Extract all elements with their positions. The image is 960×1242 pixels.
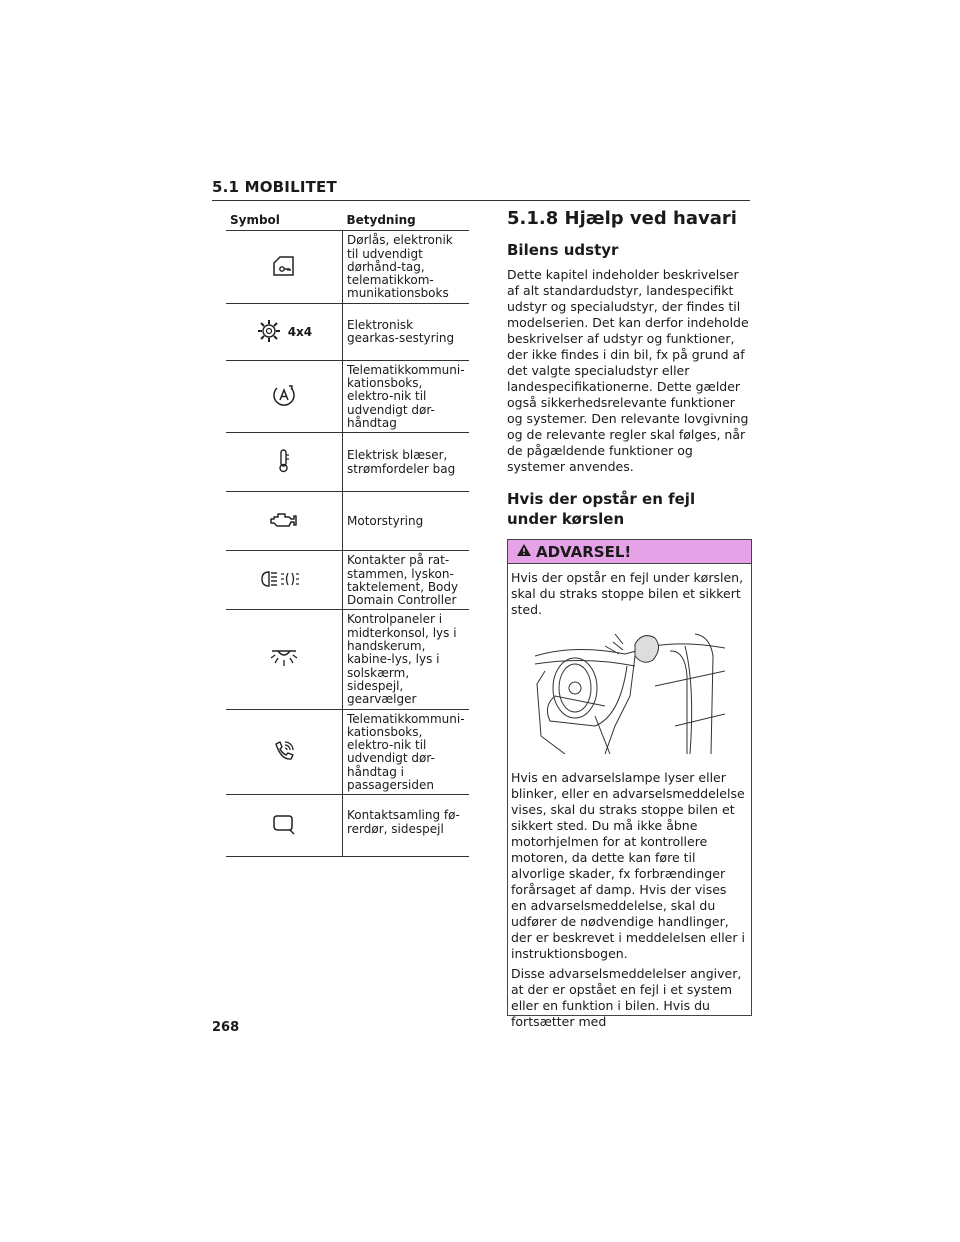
section-title: 5.1.8 Hjælp ved havari — [507, 208, 737, 229]
driver-illustration-icon — [535, 626, 745, 758]
equipment-paragraph: Dette kapitel indeholder beskrivelser af alt standardudstyr, landespecifikt udstyr og specialudstyr, der findes til modelserien. Det kan derfor indeholde beskrivelser af udstyr og funktioner, der ikke findes i din bil, fx på grund af det valgte specialudstyr eller landespecifikationerne. Dette gælder også sikkerhedsrelevante funktioner og systemer. Den relevante lovgivning og de relevante regler skal følges, når de pågældende funktioner og systemer anvendes. — [507, 267, 749, 474]
meaning-cell: Elektrisk blæser, strømfordeler bag — [343, 433, 470, 492]
page-number: 268 — [212, 1020, 240, 1035]
meaning-cell: Elektronisk gearkas-sestyring — [343, 303, 470, 360]
warning-box — [507, 539, 752, 1029]
table-row — [226, 610, 469, 709]
symbol-cell — [226, 551, 343, 610]
circle-a-icon — [271, 382, 297, 411]
symbol-cell — [226, 709, 343, 795]
warning-paragraph-3: Disse advarselsmeddelelser angiver, at der er opstået en fejl i et system eller en funktion i bilen. Hvis du fortsætter med — [511, 966, 742, 1029]
warning-triangle-icon — [516, 543, 532, 561]
table-row — [226, 360, 469, 432]
meaning-cell: Kontaktsamling fø-rerdør, sidespejl — [343, 795, 470, 857]
warning-paragraph-1: Hvis der opstår en fejl under kørslen, skal du straks stoppe bilen et sikkert sted. — [511, 570, 744, 617]
table-row — [226, 492, 469, 551]
gear-4x4-icon — [256, 318, 282, 347]
meaning-cell: Kontakter på rat-stammen, lyskon-taktelement, Body Domain Controller — [343, 551, 470, 610]
phone-signal-icon — [271, 738, 297, 767]
engine-icon — [269, 510, 299, 533]
subsection-title-equipment: Bilens udstyr — [507, 241, 619, 259]
meaning-cell: Motorstyring — [343, 492, 470, 551]
table-header-row — [226, 212, 469, 231]
symbol-cell — [226, 360, 343, 432]
meaning-cell: Telematikkommuni-kationsboks, elektro-nik til udvendigt dør-håndtag i passagersiden — [343, 709, 470, 795]
meaning-cell: Dørlås, elektronik til udvendigt dørhånd-tag, telematikkom-munikationsboks — [343, 231, 470, 303]
col-header-symbol: Symbol — [226, 212, 343, 231]
symbol-cell — [226, 433, 343, 492]
header-rule — [212, 200, 750, 201]
warning-paragraph-2: Hvis en advarselslampe lyser eller blinker, eller en advarselsmeddelelse vises, skal du straks stoppe bilen et sikkert sted. Du må ikke åbne motorhjelmen for at kontrollere motoren, da dette kan føre til alvorlige skader, fx forbrændinger forårsaget af damp. Hvis der vises en advarselsmeddelelse, skal du udfører de nødvendige handlinger, der er beskrevet i meddelelsen eller i instruktionsbogen. — [511, 770, 745, 961]
table-row — [226, 303, 469, 360]
header-title: 5.1 MOBILITET — [212, 178, 337, 196]
symbol-cell — [226, 231, 343, 303]
gear-4x4-label: 4x4 — [287, 324, 313, 339]
meaning-cell: Kontrolpaneler i midterkonsol, lys i handskerum, kabine-lys, lys i solskærm, sidespejl, gearvælger — [343, 610, 470, 709]
table-row — [226, 709, 469, 795]
door-key-icon — [271, 254, 297, 281]
right-column — [507, 208, 752, 529]
table-row — [226, 795, 469, 857]
symbol-cell — [226, 492, 343, 551]
meaning-cell: Telematikkommuni-kationsboks, elektro-nik til udvendigt dør-håndtag — [343, 360, 470, 432]
symbol-cell — [226, 795, 343, 857]
table-row — [226, 231, 469, 303]
page-header — [212, 178, 750, 196]
symbol-cell — [226, 610, 343, 709]
headlight-icon — [259, 569, 309, 592]
thermometer-icon — [277, 448, 291, 477]
table-row — [226, 551, 469, 610]
warning-body — [508, 564, 751, 1030]
table-row — [226, 433, 469, 492]
symbol-cell — [226, 303, 343, 360]
warning-label: ADVARSEL! — [536, 542, 632, 561]
symbol-table — [226, 212, 469, 857]
warning-header — [508, 540, 751, 564]
mirror-icon — [270, 813, 298, 840]
interior-light-icon — [269, 647, 299, 672]
subsection-title-fault: Hvis der opstår en fejl under kørslen — [507, 490, 696, 528]
col-header-meaning: Betydning — [343, 212, 470, 231]
